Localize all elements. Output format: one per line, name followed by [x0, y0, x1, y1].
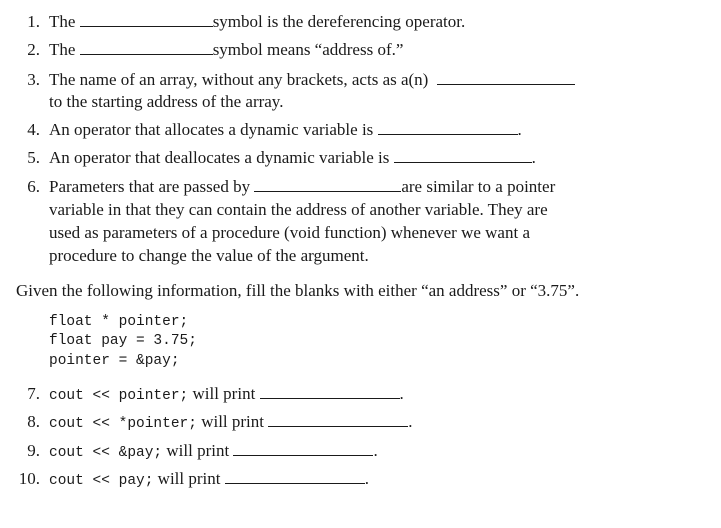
question-7-code: cout << pointer; [49, 388, 189, 404]
question-5-period: . [531, 148, 536, 167]
question-1-number: 1. [27, 12, 40, 31]
question-8-number: 8. [27, 412, 40, 431]
question-7-blank[interactable] [260, 384, 400, 399]
question-10-code: cout << pay; [49, 473, 154, 489]
question-7-period: . [399, 384, 404, 403]
question-9-blank[interactable] [233, 441, 373, 456]
question-2-text-end: symbol means “address of.” [212, 40, 404, 59]
question-9-text: will print [166, 441, 230, 460]
question-6-line-3: used as parameters of a procedure (void function) whenever we want a [49, 223, 530, 242]
question-2-text-start: The [49, 40, 76, 59]
code-line-2: float pay = 3.75; [49, 333, 197, 349]
question-3-line-1 [49, 70, 575, 90]
question-6-line-2: variable in that they can contain the address of another variable. They are [49, 200, 548, 219]
question-10-blank[interactable] [225, 469, 365, 484]
question-1-blank[interactable] [80, 12, 213, 27]
question-4-text: An operator that allocates a dynamic variable is [49, 120, 374, 139]
question-3-blank[interactable] [437, 70, 575, 85]
code-line-3: pointer = &pay; [49, 353, 180, 369]
question-8-period: . [408, 412, 413, 431]
question-9-number: 9. [27, 441, 40, 460]
question-5 [49, 148, 536, 168]
question-6-blank[interactable] [254, 177, 401, 192]
question-7-number: 7. [27, 384, 40, 403]
question-9-period: . [373, 441, 378, 460]
question-6-text-end: are similar to a pointer [401, 177, 556, 196]
question-7-text: will print [192, 384, 256, 403]
code-line-1: float * pointer; [49, 314, 189, 330]
question-2-blank[interactable] [80, 40, 213, 55]
question-4-number: 4. [27, 120, 40, 139]
question-2 [49, 40, 403, 60]
question-1-text-end: symbol is the dereferencing operator. [212, 12, 466, 31]
question-10 [49, 469, 369, 491]
question-10-text: will print [157, 469, 221, 488]
question-6-line-4: procedure to change the value of the argument. [49, 246, 369, 265]
question-5-number: 5. [27, 148, 40, 167]
question-10-period: . [364, 469, 369, 488]
question-8-text: will print [201, 412, 264, 431]
question-8-blank[interactable] [268, 412, 408, 427]
question-3-line-2: to the starting address of the array. [49, 92, 284, 111]
question-4-period: . [517, 120, 522, 139]
question-6-text-start: Parameters that are passed by [49, 177, 251, 196]
question-10-number: 10. [18, 469, 40, 488]
question-3-text: The name of an array, without any brackets, acts as a(n) [49, 70, 429, 89]
question-5-blank[interactable] [394, 148, 532, 163]
question-8-code: cout << *pointer; [49, 416, 197, 432]
question-1 [49, 12, 465, 32]
question-9 [49, 441, 378, 463]
question-6-number: 6. [27, 177, 40, 196]
question-2-number: 2. [27, 40, 40, 59]
question-1-text-start: The [49, 12, 76, 31]
question-5-text: An operator that deallocates a dynamic variable is [49, 148, 390, 167]
question-6-line-1 [49, 177, 555, 197]
question-3-number: 3. [27, 70, 40, 89]
question-8 [49, 412, 413, 434]
question-7 [49, 384, 404, 406]
instruction-text: Given the following information, fill the blanks with either “an address” or “3.75”. [16, 281, 580, 300]
question-4-blank[interactable] [378, 120, 518, 135]
question-4 [49, 120, 522, 140]
question-9-code: cout << &pay; [49, 445, 163, 461]
